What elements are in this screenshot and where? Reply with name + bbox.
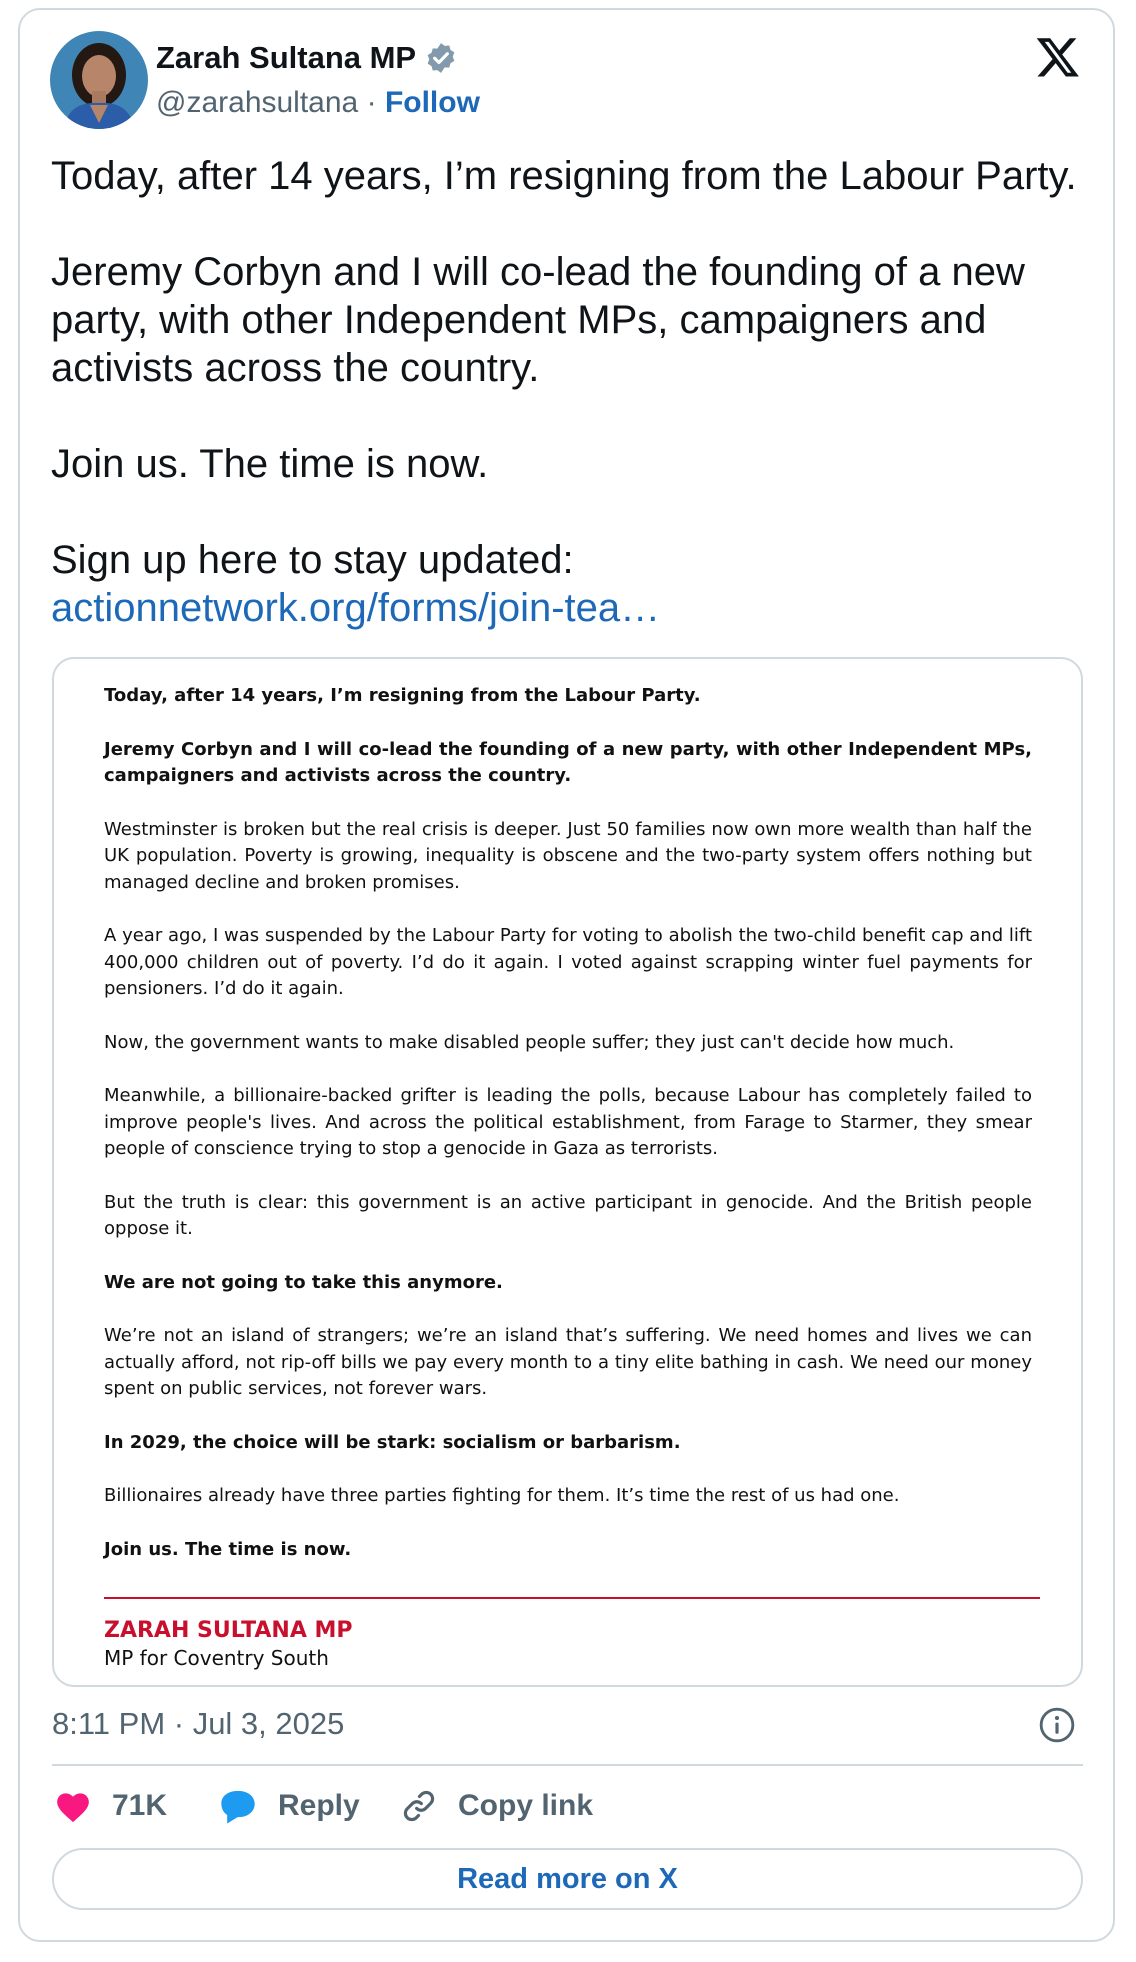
like-count: 71K [112, 1789, 168, 1822]
statement-paragraph: Meanwhile, a billionaire-backed grifter is leading the polls, because Labour has completely failed to improve people's lives. And across the political establishment, from Farage to Starmer, they smear people of conscience trying to stop a genocide in Gaza as terrorists. [104, 1085, 1032, 1159]
reply-label: Reply [278, 1789, 360, 1822]
statement-paragraph: Today, after 14 years, I’m resigning from the Labour Party. [104, 685, 701, 706]
signature-name: ZARAH SULTANA MP [104, 1618, 353, 1643]
statement-paragraph: Jeremy Corbyn and I will co-lead the founding of a new party, with other Independent MPs, campaigners and activists across the country. [104, 738, 1032, 786]
statement-paragraph: Join us. The time is now. [104, 1538, 352, 1560]
tweet-text [51, 152, 1091, 632]
reply-button[interactable] [218, 1782, 360, 1830]
author-avatar[interactable] [50, 31, 148, 129]
statement-paragraph: But the truth is clear: this government is an active participant in genocide. And the British people oppose it. [104, 1191, 1032, 1239]
heart-icon [54, 1788, 92, 1824]
author-name-text: Zarah Sultana MP [156, 40, 417, 75]
copy-link-button[interactable] [400, 1782, 593, 1830]
statement-paragraph: Westminster is broken but the real crisis is deeper. Just 50 families now own more wealth than half the UK population. Poverty is growing, inequality is obscene and the two-party system offers nothing but managed decline and broken promises. [104, 818, 1032, 893]
follow-button[interactable]: Follow [384, 86, 480, 119]
actions-divider [52, 1764, 1083, 1766]
handle-separator: · [366, 86, 377, 119]
statement-image[interactable] [52, 657, 1083, 1687]
statement-paragraph: In 2029, the choice will be stark: socialism or barbarism. [104, 1431, 681, 1453]
statement-paragraph: Now, the government wants to make disabled people suffer; they just can't decide how much. [104, 1031, 955, 1053]
signup-link[interactable]: actionnetwork.org/forms/join-tea… [51, 586, 661, 630]
statement-paragraph: Billionaires already have three parties fighting for them. It’s time the rest of us had one. [104, 1485, 900, 1506]
like-button[interactable] [54, 1782, 167, 1830]
author-name[interactable] [156, 40, 458, 76]
reply-bubble-icon [218, 1787, 258, 1825]
tweet-line: Today, after 14 years, I’m resigning from the Labour Party. [51, 154, 1077, 198]
tweet-line: Jeremy Corbyn and I will co-lead the founding of a new party, with other Independent MPs, campaigners and activists across the country. [51, 250, 1025, 390]
statement-paragraph: We’re not an island of strangers; we’re an island that’s suffering. We need homes and lives we can actually afford, not rip-off bills we pay every month to a tiny elite bathing in cash. We need our money spent on public services, not forever wars. [104, 1325, 1032, 1399]
signature-divider [104, 1597, 1040, 1599]
statement-paragraph: We are not going to take this anymore. [104, 1271, 503, 1293]
copy-link-label: Copy link [458, 1789, 594, 1822]
handle-row [156, 86, 480, 120]
x-logo-icon[interactable] [1035, 34, 1081, 80]
verified-badge-icon [424, 41, 458, 75]
statement-document [104, 683, 1032, 1670]
author-handle[interactable]: @zarahsultana [156, 86, 359, 119]
link-icon [400, 1787, 438, 1825]
statement-paragraph: A year ago, I was suspended by the Labour Party for voting to abolish the two-child benefit cap and lift 400,000 children out of poverty. I’d do it again. I voted against scrapping winter fuel payments for pensioners. I’d do it again. [104, 925, 1032, 999]
info-icon[interactable] [1038, 1706, 1076, 1744]
tweet-timestamp[interactable]: 8:11 PM · Jul 3, 2025 [52, 1706, 345, 1741]
tweet-line: Join us. The time is now. [51, 442, 489, 486]
signature-role: MP for Coventry South [104, 1646, 329, 1670]
tweet-line: Sign up here to stay updated: [51, 538, 574, 582]
read-more-button[interactable]: Read more on X [52, 1848, 1083, 1910]
